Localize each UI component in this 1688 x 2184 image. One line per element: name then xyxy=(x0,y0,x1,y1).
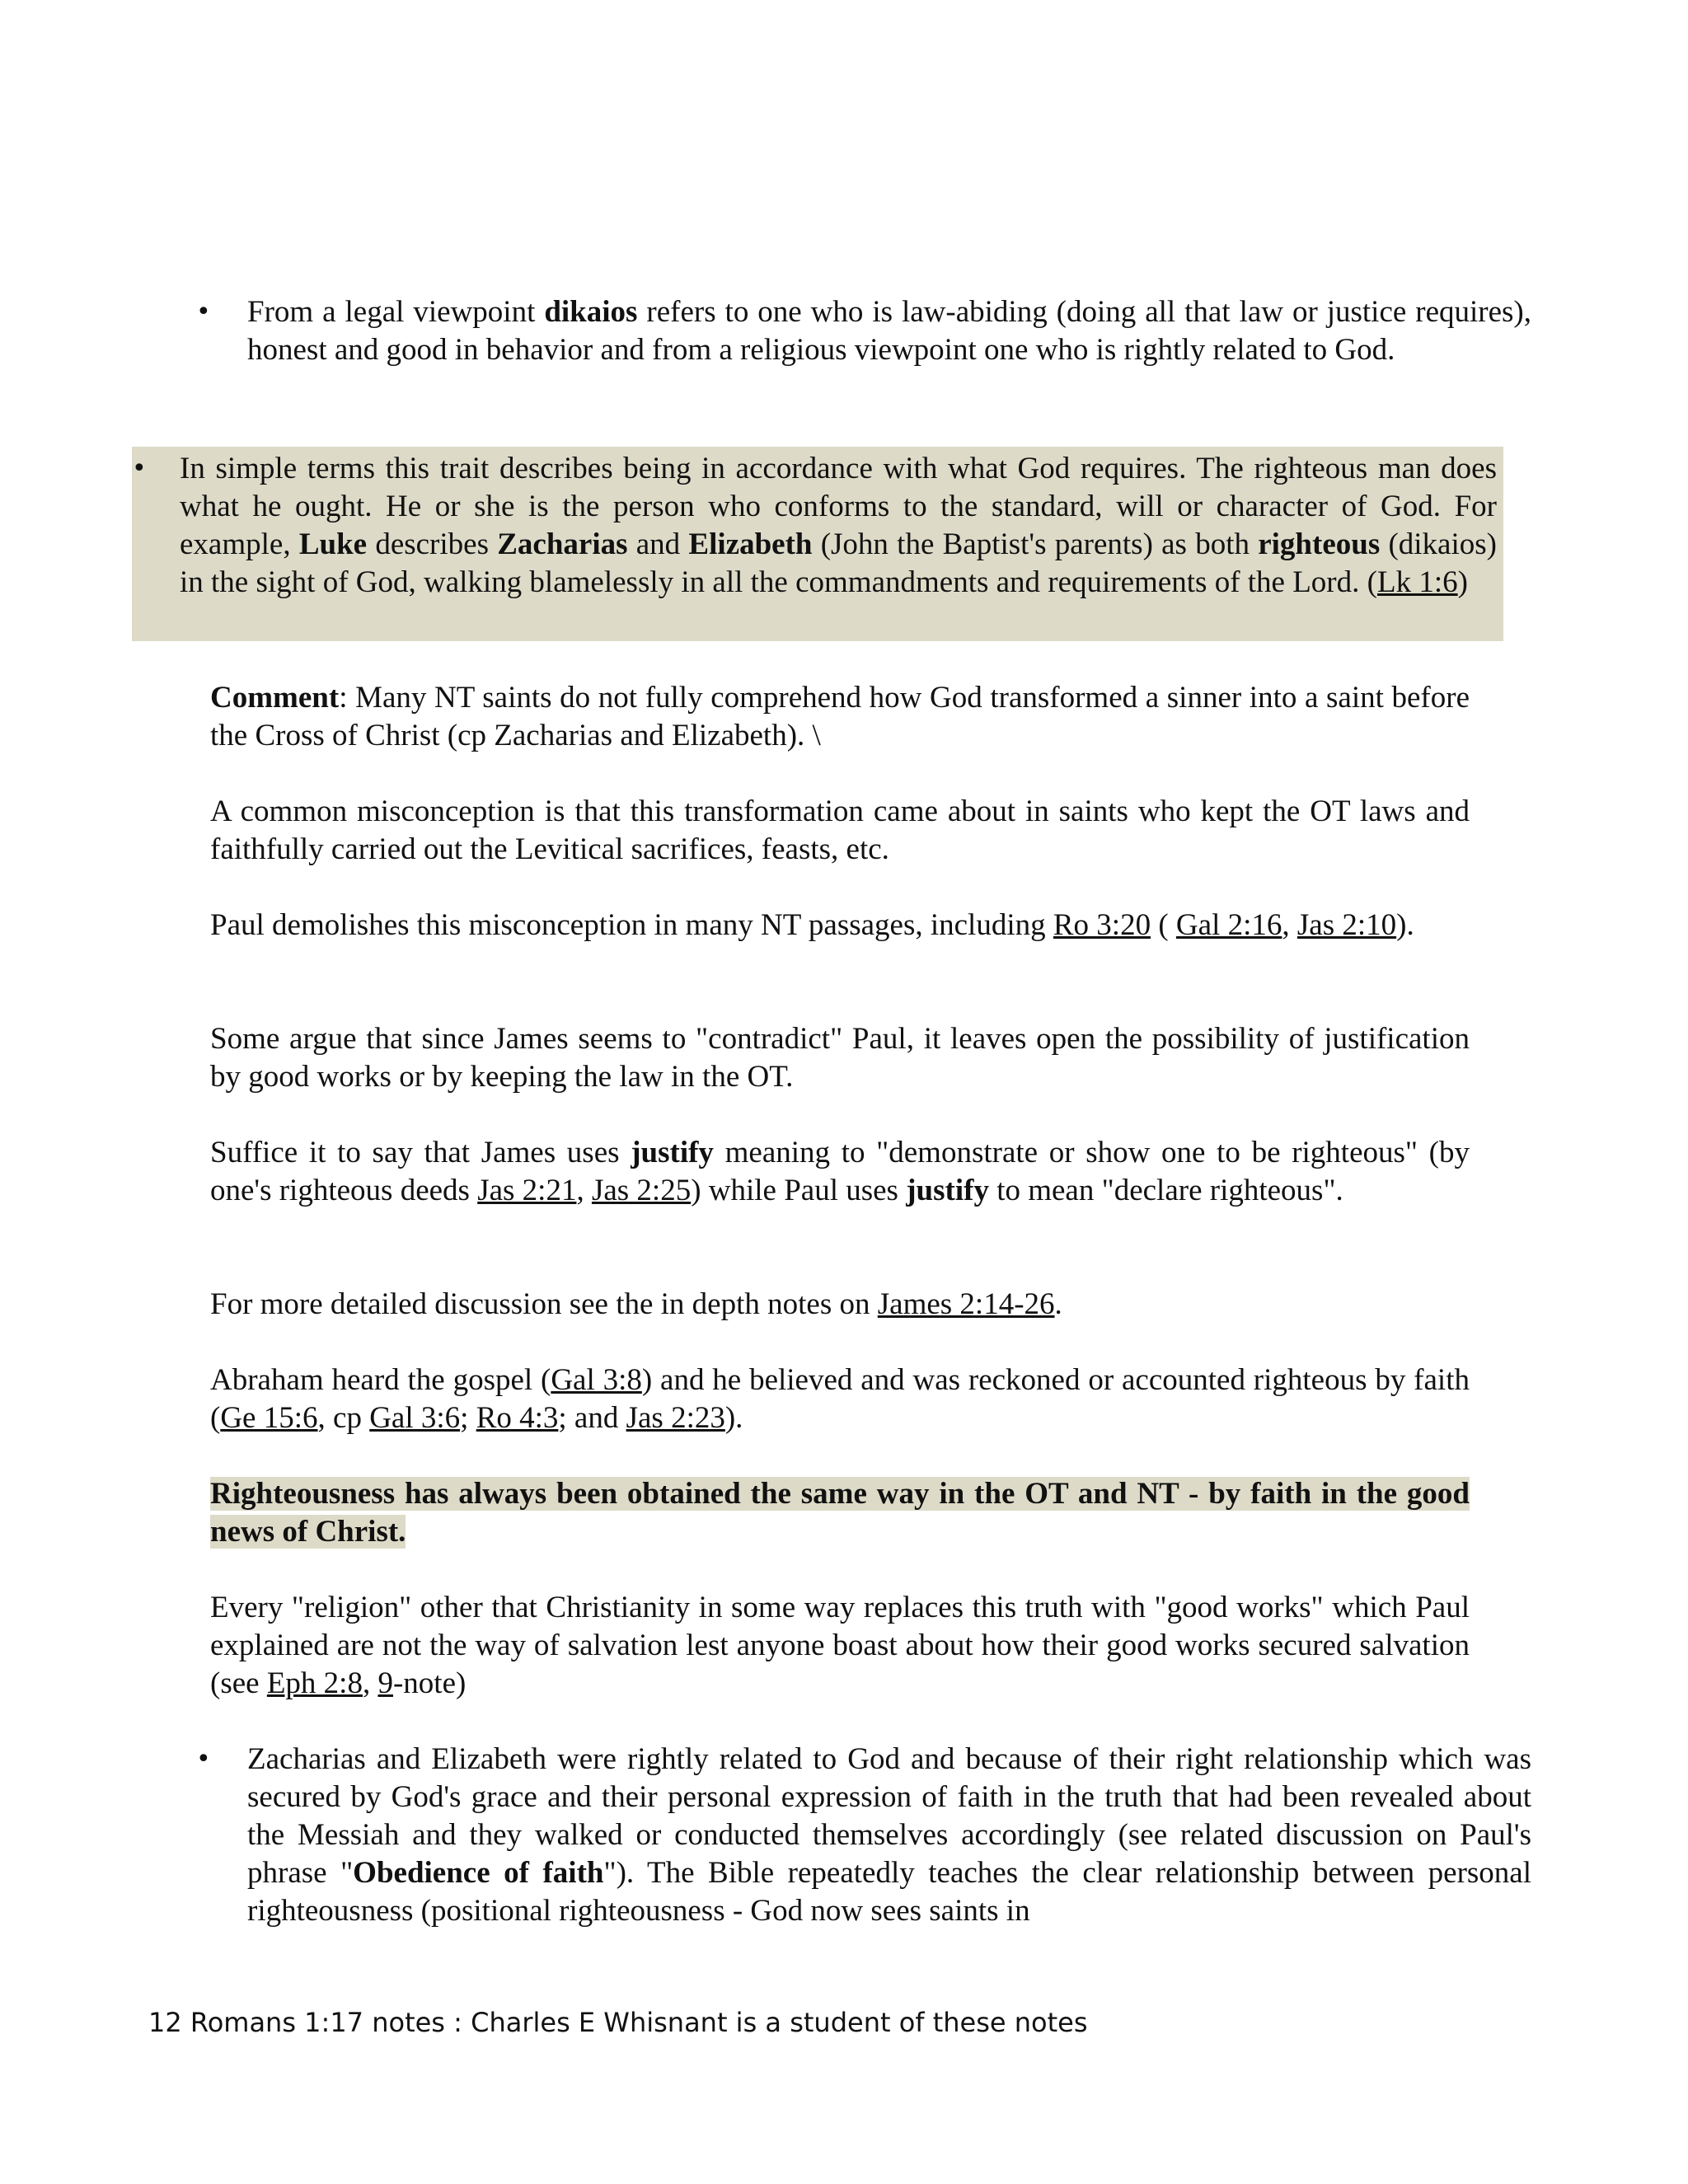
scripture-link-jas-2-23[interactable]: Jas 2:23 xyxy=(626,1401,725,1435)
highlighted-statement: Righteousness has always been obtained the same way in the OT and NT - by faith in the good news of Christ. xyxy=(210,1477,1470,1549)
page-footer: 12 Romans 1:17 notes : Charles E Whisnant is a student of these notes xyxy=(148,2007,1088,2038)
scripture-link-ro-4-3[interactable]: Ro 4:3 xyxy=(476,1401,559,1435)
highlighted-bullet-item xyxy=(132,447,1503,641)
justify-paragraph: Suffice it to say that James uses justify meaning to "demonstrate or show one to be righteous" (by one's righteous deeds Jas 2:21, Jas 2:25) while Paul uses justify to mean "declare righteous". xyxy=(210,1136,1470,1207)
comment-label: Comment xyxy=(210,681,340,715)
scripture-link-eph-2-8[interactable]: Eph 2:8 xyxy=(266,1666,363,1700)
religion-paragraph: Every "religion" other that Christianity in some way replaces this truth with "good works" which Paul explained are not the way of salvation lest anyone boast about how their good works secured salvation (see Eph 2:8, 9-note) xyxy=(210,1591,1470,1700)
paul-paragraph: Paul demolishes this misconception in many NT passages, including Ro 3:20 ( Gal 2:16, Jas 2:10). xyxy=(210,908,1414,942)
notes-link-james-2-14-26[interactable]: James 2:14-26 xyxy=(877,1287,1055,1321)
misconception-paragraph: A common misconception is that this transformation came about in saints who kept the OT laws and faithfully carried out the Levitical sacrifices, feasts, etc. xyxy=(210,794,1470,866)
scripture-link-lk-1-6[interactable]: Lk 1:6 xyxy=(1376,565,1458,599)
scripture-link-eph-2-9[interactable]: 9 xyxy=(377,1666,393,1700)
scripture-link-gal-3-6[interactable]: Gal 3:6 xyxy=(369,1401,461,1435)
bullet-text: Zacharias and Elizabeth were rightly related to God and because of their right relationship which was secured by God's grace and their personal expression of faith in the truth that had been revealed about the Messiah and they walked or conducted themselves accordingly (see related discussion on Paul's phrase "Obedience of faith"). The Bible repeatedly teaches the clear relationship between personal righteousness (positional righteousness - God now sees saints in xyxy=(247,1742,1531,1928)
comment-paragraph: Comment: Many NT saints do not fully comprehend how God transformed a sinner into a saint before the Cross of Christ (cp Zacharias and Elizabeth). \ xyxy=(210,681,1470,752)
term-dikaios: dikaios xyxy=(544,295,638,329)
bullet-text: From a legal viewpoint dikaios refers to one who is law-abiding (doing all that law or justice requires), honest and good in behavior and from a religious viewpoint one who is rightly related to God. xyxy=(247,295,1531,367)
scripture-link-jas-2-25[interactable]: Jas 2:25 xyxy=(591,1174,692,1207)
bullet-text: In simple terms this trait describes being in accordance with what God requires. The righteous man does what he ought. He or she is the person who conforms to the standard, will or character of God. For example, Luke describes Zacharias and Elizabeth (John the Baptist's parents) as both righteous (dikaios) in the sight of God, walking blamelessly in all the commandments and requirements of the Lord. (Lk 1:6) xyxy=(180,452,1497,599)
abraham-paragraph: Abraham heard the gospel (Gal 3:8) and he believed and was reckoned or accounted righteous by faith (Ge 15:6, cp Gal 3:6; Ro 4:3; and Jas 2:23). xyxy=(210,1363,1470,1435)
bullet-marker: • xyxy=(196,1745,211,1774)
scripture-link-jas-2-10[interactable]: Jas 2:10 xyxy=(1296,908,1397,942)
scripture-link-ro-3-20[interactable]: Ro 3:20 xyxy=(1053,908,1151,942)
james-contradict-paragraph: Some argue that since James seems to "contradict" Paul, it leaves open the possibility of justification by good works or by keeping the law in the OT. xyxy=(210,1022,1470,1094)
scripture-link-gal-3-8[interactable]: Gal 3:8 xyxy=(551,1363,642,1397)
bullet-item-zacharias-elizabeth xyxy=(196,1741,1531,1930)
bullet-marker: • xyxy=(196,298,211,326)
bullet-item-legal-viewpoint xyxy=(196,293,1531,369)
scripture-link-ge-15-6[interactable]: Ge 15:6 xyxy=(220,1401,318,1435)
detailed-discussion-paragraph: For more detailed discussion see the in depth notes on James 2:14-26. xyxy=(210,1287,1062,1321)
bullet-marker: • xyxy=(132,454,147,483)
scripture-link-gal-2-16[interactable]: Gal 2:16 xyxy=(1175,908,1282,942)
scripture-link-jas-2-21[interactable]: Jas 2:21 xyxy=(477,1174,577,1207)
